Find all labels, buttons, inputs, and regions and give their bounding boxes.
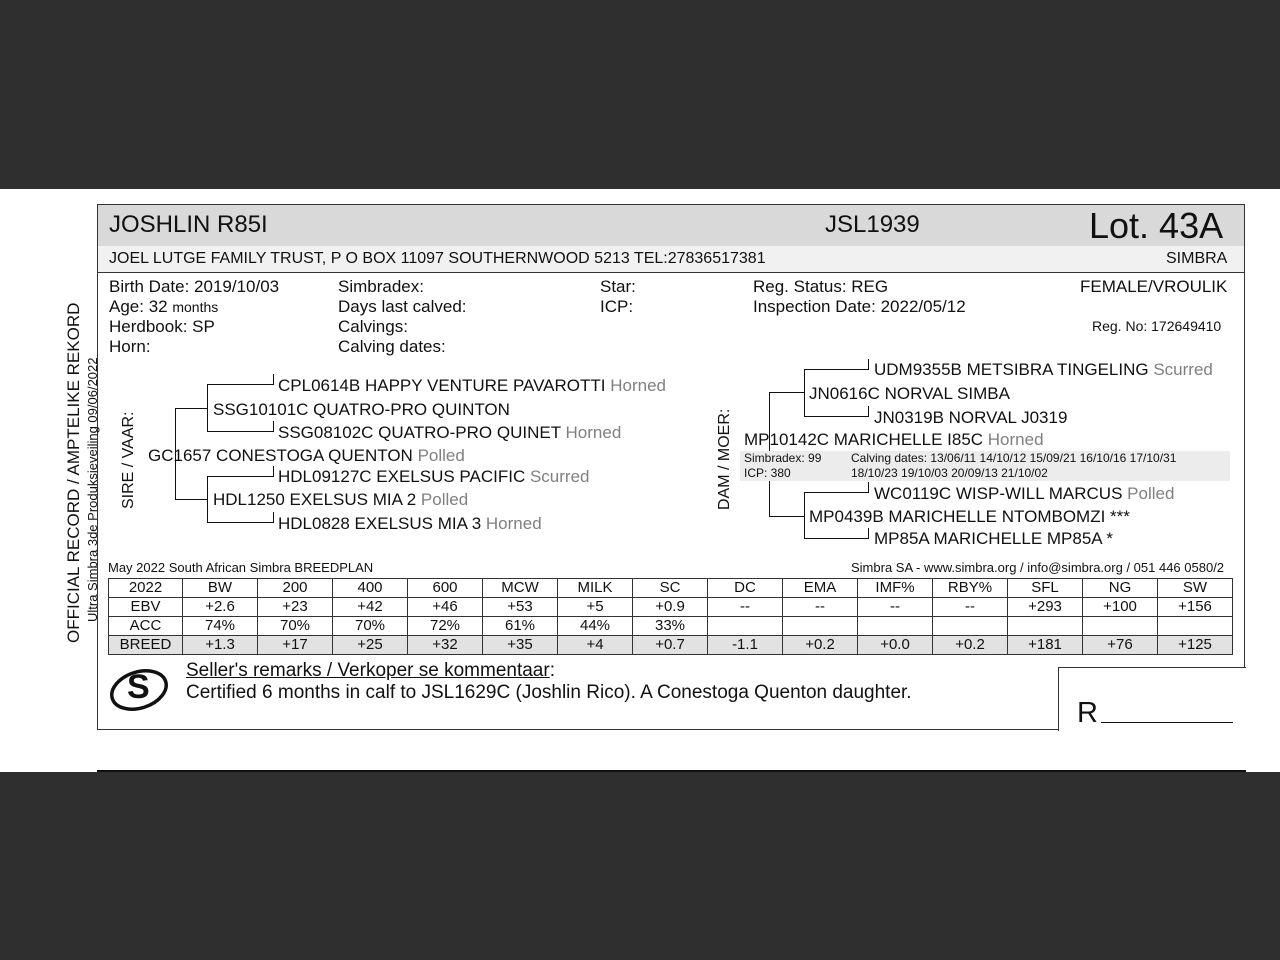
dam-line bbox=[769, 516, 805, 517]
table-cell: +17 bbox=[258, 636, 333, 655]
table-cell: +1.3 bbox=[183, 636, 258, 655]
bottom-rule bbox=[97, 770, 1246, 772]
table-cell: IMF% bbox=[858, 579, 933, 598]
sire-sire: SSG10101C QUATRO-PRO QUINTON bbox=[213, 400, 510, 419]
table-cell bbox=[1083, 617, 1158, 636]
tick bbox=[868, 528, 869, 539]
breed: SIMBRA bbox=[1166, 250, 1228, 267]
ds-line bbox=[804, 416, 868, 417]
sire-sire-sire: CPL0614B HAPPY VENTURE PAVAROTTI Horned bbox=[278, 376, 667, 395]
dd-line bbox=[804, 538, 868, 539]
dam-calving-dates-2: 18/10/23 19/10/03 20/09/13 21/10/02 bbox=[851, 466, 1048, 480]
sd-line bbox=[207, 522, 273, 523]
ds-bracket bbox=[804, 369, 805, 416]
breedplan-caption: May 2022 South African Simbra BREEDPLAN bbox=[108, 560, 374, 575]
tick bbox=[273, 512, 274, 523]
table-cell: +2.6 bbox=[183, 598, 258, 617]
table-cell: +42 bbox=[333, 598, 408, 617]
table-cell: 200 bbox=[258, 579, 333, 598]
sire-label: SIRE / VAAR: bbox=[120, 411, 137, 509]
reg-status: Reg. Status: REG bbox=[753, 277, 889, 296]
table-cell: 70% bbox=[333, 617, 408, 636]
sire-dam-sire: HDL09127C EXELSUS PACIFIC Scurred bbox=[278, 467, 590, 486]
tick bbox=[273, 374, 274, 385]
price-label: R bbox=[1077, 697, 1098, 729]
table-cell bbox=[933, 617, 1008, 636]
table-cell: 33% bbox=[633, 617, 708, 636]
sire-line bbox=[175, 408, 207, 409]
animal-code: JSL1939 bbox=[825, 211, 920, 238]
dam-label: DAM / MOER: bbox=[716, 408, 733, 510]
icp: ICP: bbox=[600, 297, 634, 316]
table-cell: +0.9 bbox=[633, 598, 708, 617]
table-cell: +32 bbox=[408, 636, 483, 655]
row-label-cell: BREED bbox=[109, 636, 183, 655]
table-cell: DC bbox=[708, 579, 783, 598]
row-label-cell: EBV bbox=[109, 598, 183, 617]
row-label-cell: 2022 bbox=[109, 579, 183, 598]
dam-dam-dam: MP85A MARICHELLE MP85A * bbox=[874, 529, 1114, 548]
age-unit: months bbox=[172, 299, 219, 315]
table-cell: +46 bbox=[408, 598, 483, 617]
age bbox=[109, 297, 218, 317]
sire-sire-dam: SSG08102C QUATRO-PRO QUINET Horned bbox=[278, 423, 622, 442]
table-cell: SFL bbox=[1008, 579, 1083, 598]
dam-sire-dam: JN0319B NORVAL J0319 bbox=[874, 408, 1068, 427]
remarks-title: Seller's remarks / Verkoper se kommentaar bbox=[186, 660, 550, 681]
ss-line bbox=[207, 431, 273, 432]
sd-bracket bbox=[207, 476, 208, 522]
table-cell: -- bbox=[783, 598, 858, 617]
table-cell: 74% bbox=[183, 617, 258, 636]
table-cell: +0.0 bbox=[858, 636, 933, 655]
animal-name: JOSHLIN R85I bbox=[109, 211, 268, 238]
table-cell: RBY% bbox=[933, 579, 1008, 598]
table-cell: 61% bbox=[483, 617, 558, 636]
simbradex: Simbradex: bbox=[338, 277, 424, 296]
table-cell: +181 bbox=[1008, 636, 1083, 655]
dam-dam: MP0439B MARICHELLE NTOMBOMZI *** bbox=[809, 507, 1130, 526]
dam-dam-sire: WC0119C WISP-WILL MARCUS Polled bbox=[874, 484, 1175, 503]
dd-line bbox=[804, 492, 868, 493]
table-cell: NG bbox=[1083, 579, 1158, 598]
table-cell: -- bbox=[708, 598, 783, 617]
table-cell: 72% bbox=[408, 617, 483, 636]
remarks-text: Certified 6 months in calf to JSL1629C (Joshlin Rico). A Conestoga Quenton daughter. bbox=[186, 682, 912, 703]
table-row bbox=[109, 617, 1233, 636]
table-cell bbox=[783, 617, 858, 636]
row-label-cell: ACC bbox=[109, 617, 183, 636]
table-cell: 70% bbox=[258, 617, 333, 636]
horn: Horn: bbox=[109, 337, 151, 356]
table-cell: +4 bbox=[558, 636, 633, 655]
remarks-colon: : bbox=[549, 660, 555, 681]
table-cell: MCW bbox=[483, 579, 558, 598]
dam-sire-sire: UDM9355B METSIBRA TINGELING Scurred bbox=[874, 360, 1213, 379]
dam-line bbox=[769, 392, 805, 393]
table-cell: +23 bbox=[258, 598, 333, 617]
logo-letter: S bbox=[127, 668, 150, 706]
sd-line bbox=[207, 476, 273, 477]
table-cell: +100 bbox=[1083, 598, 1158, 617]
table-cell bbox=[1008, 617, 1083, 636]
table-cell: 600 bbox=[408, 579, 483, 598]
table-row bbox=[109, 598, 1233, 617]
table-row bbox=[109, 636, 1233, 655]
birth-date: Birth Date: 2019/10/03 bbox=[109, 277, 280, 296]
ebv-table bbox=[108, 578, 1233, 655]
contact-caption: Simbra SA - www.simbra.org / info@simbra.org / 051 446 0580/2 bbox=[851, 560, 1225, 575]
tick bbox=[273, 466, 274, 477]
official-record-label: OFFICIAL RECORD / AMPTELIKE REKORD bbox=[64, 302, 83, 643]
dd-bracket bbox=[804, 492, 805, 538]
sire-dam-dam: HDL0828 EXELSUS MIA 3 Horned bbox=[278, 514, 542, 533]
calving-dates: Calving dates: bbox=[338, 337, 446, 356]
table-cell bbox=[708, 617, 783, 636]
table-cell: -- bbox=[858, 598, 933, 617]
lot-number: Lot. 43A bbox=[1089, 205, 1224, 246]
table-cell: +0.7 bbox=[633, 636, 708, 655]
table-cell: +0.2 bbox=[783, 636, 858, 655]
table-cell: 400 bbox=[333, 579, 408, 598]
tick bbox=[868, 359, 869, 370]
table-cell: EMA bbox=[783, 579, 858, 598]
table-cell: +5 bbox=[558, 598, 633, 617]
ss-line bbox=[207, 384, 273, 385]
star: Star: bbox=[600, 277, 636, 296]
table-cell: -1.1 bbox=[708, 636, 783, 655]
sire-dam: HDL1250 EXELSUS MIA 2 Polled bbox=[213, 490, 469, 509]
table-cell: 44% bbox=[558, 617, 633, 636]
remarks-title-wrap bbox=[186, 660, 555, 682]
sire: GC1657 CONESTOGA QUENTON Polled bbox=[148, 446, 465, 465]
table-header-row bbox=[109, 579, 1233, 598]
title-bar bbox=[98, 205, 1244, 247]
ds-line bbox=[804, 369, 868, 370]
table-cell: +0.2 bbox=[933, 636, 1008, 655]
dam-simbradex: Simbradex: 99 bbox=[744, 451, 822, 465]
days-last-calved: Days last calved: bbox=[338, 297, 467, 316]
calvings: Calvings: bbox=[338, 317, 408, 336]
tick bbox=[273, 421, 274, 432]
table-cell: SW bbox=[1158, 579, 1233, 598]
table-cell: +53 bbox=[483, 598, 558, 617]
table-cell bbox=[858, 617, 933, 636]
inspection-date: Inspection Date: 2022/05/12 bbox=[753, 297, 966, 316]
table-cell: +25 bbox=[333, 636, 408, 655]
price-field[interactable] bbox=[1101, 722, 1233, 723]
table-cell: SC bbox=[633, 579, 708, 598]
table-cell: +76 bbox=[1083, 636, 1158, 655]
ss-bracket bbox=[207, 384, 208, 432]
owner-line: JOEL LUTGE FAMILY TRUST, P O BOX 11097 SOUTHERNWOOD 5213 TEL:27836517381 bbox=[109, 250, 766, 267]
table-cell: +156 bbox=[1158, 598, 1233, 617]
table-cell: +293 bbox=[1008, 598, 1083, 617]
table-cell: BW bbox=[183, 579, 258, 598]
dam: MP10142C MARICHELLE I85C Horned bbox=[744, 430, 1044, 449]
reg-no: Reg. No: 172649410 bbox=[1092, 318, 1222, 334]
age-value: Age: 32 bbox=[109, 297, 168, 316]
tick bbox=[868, 482, 869, 493]
sale-label: Ultra Simbra 3de Produksieveiling 09/06/2022 bbox=[85, 357, 100, 622]
herdbook: Herdbook: SP bbox=[109, 317, 215, 336]
table-cell: +35 bbox=[483, 636, 558, 655]
sire-line bbox=[175, 499, 207, 500]
table-cell bbox=[1158, 617, 1233, 636]
table-cell: +125 bbox=[1158, 636, 1233, 655]
sex: FEMALE/VROULIK bbox=[1080, 277, 1228, 296]
table-cell: MILK bbox=[558, 579, 633, 598]
table-cell: -- bbox=[933, 598, 1008, 617]
dam-calving-dates: Calving dates: 13/06/11 14/10/12 15/09/21 16/10/16 17/10/31 bbox=[851, 451, 1177, 465]
dam-icp: ICP: 380 bbox=[744, 466, 791, 480]
dam-sire: JN0616C NORVAL SIMBA bbox=[809, 384, 1010, 403]
tick bbox=[868, 406, 869, 417]
